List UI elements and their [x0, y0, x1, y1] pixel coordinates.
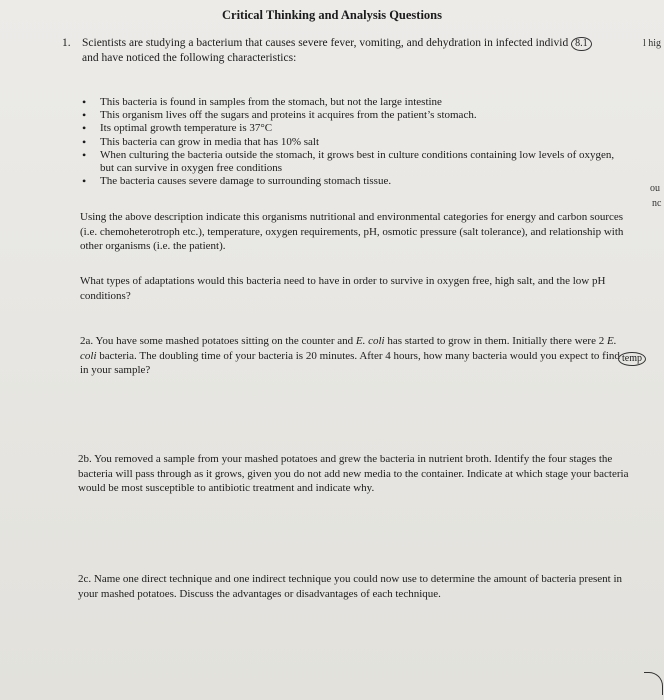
list-item: • This organism lives off the sugars and proteins it acquires from the patient’s stomach.	[82, 109, 632, 122]
list-item: • The bacteria causes severe damage to surrounding stomach tissue.	[82, 175, 632, 188]
question-number: 1.	[62, 37, 71, 49]
question-2b: 2b. You removed a sample from your mashed potatoes and grew the bacteria in nutrient broth. Identify the four stages the bacteria will pass through as it grows, given you do not add new media to the container. Indicate at which stage your bacteria would be most susceptible to antibiotic treatment and indicate why.	[78, 453, 629, 494]
section-badge: 8.1	[571, 37, 592, 51]
q2a-organism-2: E. coli	[80, 335, 617, 362]
question-1-part-b: What types of adaptations would this bacteria need to have in order to survive in oxygen free, high salt, and the low pH conditions?	[80, 275, 606, 302]
list-item: • Its optimal growth temperature is 37°C	[82, 122, 632, 135]
q2a-text-1: 2a. You have some mashed potatoes sitting on the counter and	[80, 335, 356, 347]
question-2a	[80, 334, 628, 378]
list-item: • This bacteria can grow in media that has 10% salt	[82, 136, 632, 149]
edge-fragment-mid-2: nc	[652, 198, 662, 209]
q2a-text-2: has started to grow in them. Initially there were 2	[384, 335, 607, 347]
page-title: Critical Thinking and Analysis Questions	[222, 8, 442, 22]
edge-fragment-top: l hig	[643, 38, 662, 49]
q2a-text-3: bacteria. The doubling time of your bacteria is 20 minutes. After 4 hours, how many bacteria would you expect to find in your sample?	[80, 349, 620, 376]
characteristics-list	[82, 96, 632, 188]
edge-fragment-mid-1: ou	[650, 183, 660, 194]
page-curl-icon	[644, 672, 663, 695]
list-item: • When culturing the bacteria outside the stomach, it grows best in culture conditions containing low levels of oxygen, but can survive in oxygen free conditions	[82, 149, 620, 175]
intro-line-2: and have noticed the following characteristics:	[82, 52, 297, 64]
q2a-organism-1: E. coli	[355, 335, 385, 347]
intro-line-1: Scientists are studying a bacterium that causes severe fever, vomiting, and dehydration in infected individ	[82, 37, 569, 49]
question-1-intro	[82, 36, 622, 66]
temp-badge: temp	[618, 352, 646, 366]
question-1-part-a: Using the above description indicate this organisms nutritional and environmental categories for energy and carbon sources (i.e. chemoheterotroph etc.), temperature, oxygen requirements, pH, osmotic pressure (salt tolerance), and relationship with other organisms (i.e. the patient).	[80, 211, 624, 252]
list-item: • This bacteria is found in samples from the stomach, but not the large intestine	[82, 96, 632, 109]
question-2c: 2c. Name one direct technique and one indirect technique you could now use to determine the amount of bacteria present in your mashed potatoes. Discuss the advantages or disadvantages of each technique.	[78, 573, 623, 600]
question-1	[62, 36, 622, 66]
